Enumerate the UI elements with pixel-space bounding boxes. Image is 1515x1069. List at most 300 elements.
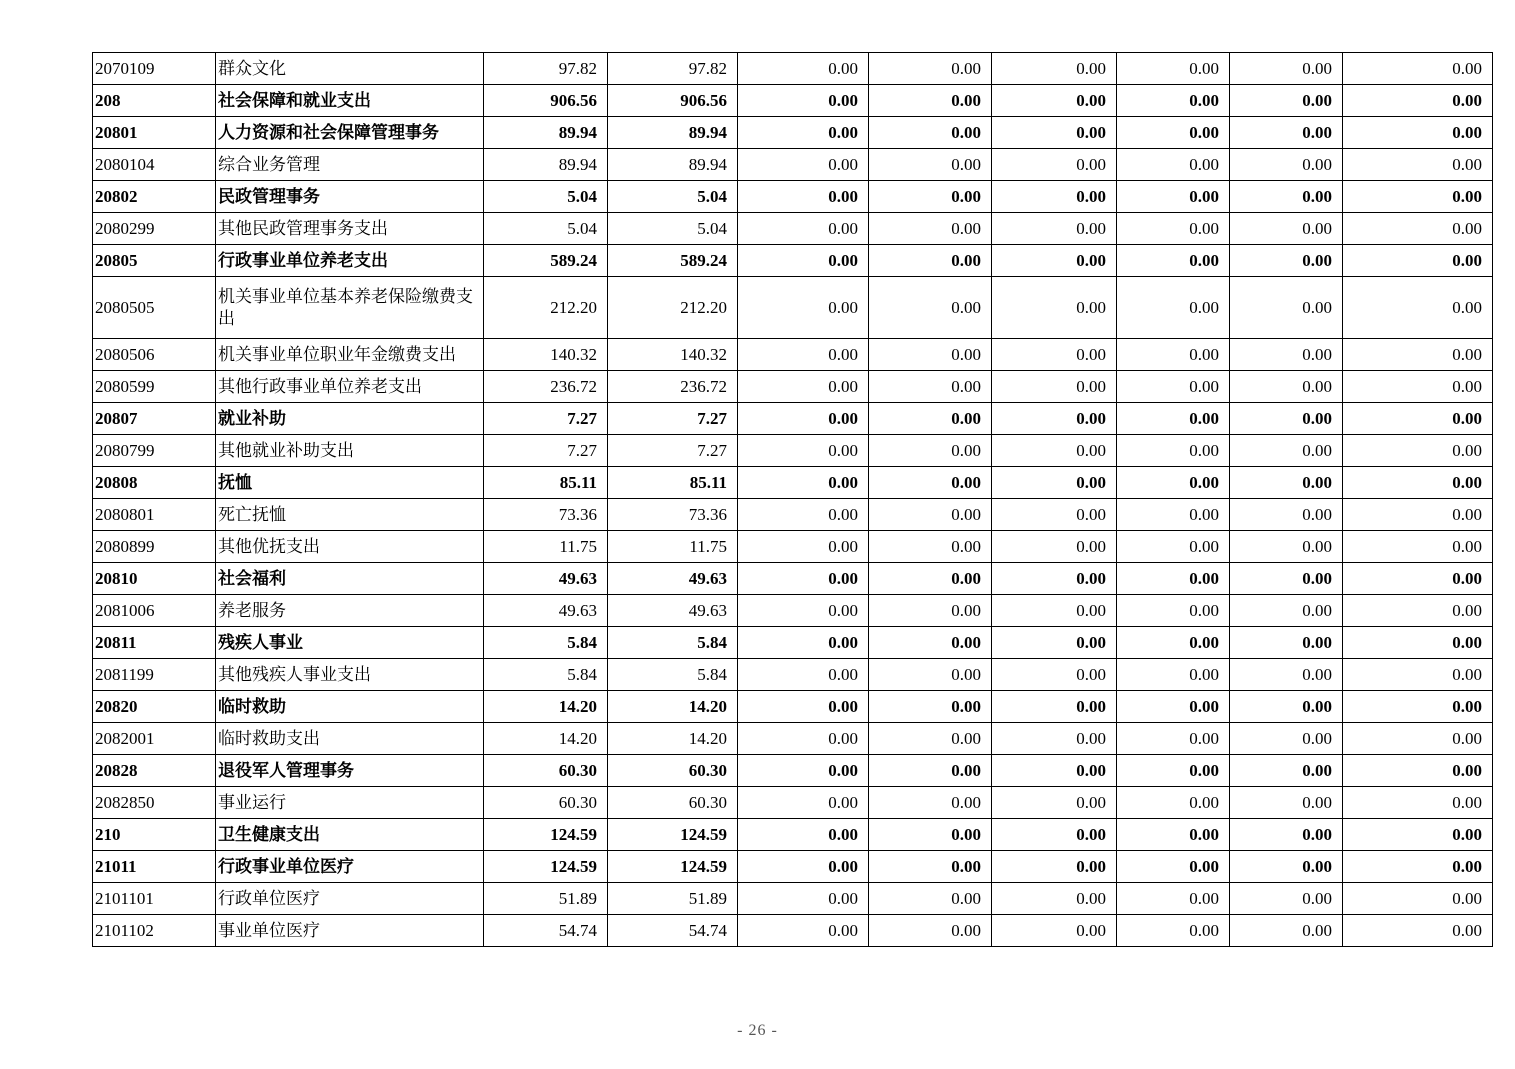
cell-value: 0.00 xyxy=(1343,819,1493,851)
cell-value: 14.20 xyxy=(484,691,608,723)
cell-value: 0.00 xyxy=(738,883,869,915)
cell-value: 0.00 xyxy=(869,53,992,85)
cell-value: 0.00 xyxy=(869,213,992,245)
cell-value: 0.00 xyxy=(1117,277,1230,339)
cell-value: 0.00 xyxy=(1230,627,1343,659)
cell-value: 0.00 xyxy=(1117,403,1230,435)
cell-code: 20811 xyxy=(93,627,216,659)
cell-value: 0.00 xyxy=(1230,435,1343,467)
cell-code: 2080299 xyxy=(93,213,216,245)
cell-value: 0.00 xyxy=(869,181,992,213)
table-row xyxy=(93,339,1493,371)
cell-code: 2081006 xyxy=(93,595,216,627)
cell-value: 124.59 xyxy=(484,819,608,851)
table-row xyxy=(93,723,1493,755)
cell-value: 0.00 xyxy=(738,339,869,371)
cell-value: 0.00 xyxy=(1117,435,1230,467)
cell-value: 60.30 xyxy=(484,755,608,787)
cell-value: 0.00 xyxy=(1343,627,1493,659)
cell-value: 60.30 xyxy=(608,755,738,787)
cell-value: 0.00 xyxy=(992,659,1117,691)
cell-code: 2080899 xyxy=(93,531,216,563)
table-row xyxy=(93,149,1493,181)
cell-item-name: 其他优抚支出 xyxy=(216,531,484,563)
cell-value: 0.00 xyxy=(1343,435,1493,467)
cell-value: 0.00 xyxy=(738,213,869,245)
table-row xyxy=(93,117,1493,149)
cell-value: 89.94 xyxy=(608,117,738,149)
cell-value: 0.00 xyxy=(992,149,1117,181)
cell-code: 2080801 xyxy=(93,499,216,531)
cell-value: 0.00 xyxy=(992,85,1117,117)
cell-value: 140.32 xyxy=(608,339,738,371)
cell-value: 0.00 xyxy=(738,627,869,659)
cell-value: 0.00 xyxy=(869,563,992,595)
cell-value: 0.00 xyxy=(992,403,1117,435)
table-row xyxy=(93,851,1493,883)
cell-value: 0.00 xyxy=(1117,787,1230,819)
cell-value: 0.00 xyxy=(1343,563,1493,595)
cell-value: 0.00 xyxy=(1230,723,1343,755)
cell-value: 0.00 xyxy=(1343,245,1493,277)
cell-value: 0.00 xyxy=(1343,277,1493,339)
cell-value: 0.00 xyxy=(1230,85,1343,117)
cell-value: 5.84 xyxy=(484,627,608,659)
cell-value: 0.00 xyxy=(1117,563,1230,595)
cell-value: 51.89 xyxy=(608,883,738,915)
expenditure-table xyxy=(92,52,1493,947)
cell-value: 0.00 xyxy=(738,85,869,117)
table-row xyxy=(93,403,1493,435)
cell-value: 0.00 xyxy=(738,245,869,277)
table-row xyxy=(93,467,1493,499)
cell-value: 0.00 xyxy=(1343,915,1493,947)
cell-value: 0.00 xyxy=(738,659,869,691)
table-row xyxy=(93,659,1493,691)
cell-value: 0.00 xyxy=(1343,371,1493,403)
cell-code: 2081199 xyxy=(93,659,216,691)
cell-value: 97.82 xyxy=(484,53,608,85)
cell-item-name: 行政单位医疗 xyxy=(216,883,484,915)
cell-value: 5.84 xyxy=(484,659,608,691)
cell-value: 0.00 xyxy=(1117,499,1230,531)
cell-value: 0.00 xyxy=(992,563,1117,595)
cell-value: 0.00 xyxy=(869,499,992,531)
cell-value: 0.00 xyxy=(1230,467,1343,499)
cell-value: 49.63 xyxy=(608,563,738,595)
cell-value: 73.36 xyxy=(484,499,608,531)
cell-value: 124.59 xyxy=(608,851,738,883)
cell-value: 0.00 xyxy=(992,53,1117,85)
cell-value: 0.00 xyxy=(1343,117,1493,149)
cell-value: 0.00 xyxy=(1343,403,1493,435)
cell-value: 0.00 xyxy=(1343,531,1493,563)
cell-value: 0.00 xyxy=(992,531,1117,563)
cell-code: 2101101 xyxy=(93,883,216,915)
cell-item-name: 社会保障和就业支出 xyxy=(216,85,484,117)
cell-value: 0.00 xyxy=(992,883,1117,915)
cell-value: 0.00 xyxy=(1343,213,1493,245)
cell-value: 0.00 xyxy=(869,277,992,339)
cell-value: 0.00 xyxy=(1343,691,1493,723)
cell-value: 89.94 xyxy=(484,149,608,181)
cell-value: 212.20 xyxy=(608,277,738,339)
cell-value: 0.00 xyxy=(869,915,992,947)
cell-value: 0.00 xyxy=(992,627,1117,659)
cell-value: 0.00 xyxy=(1117,531,1230,563)
cell-value: 124.59 xyxy=(608,819,738,851)
cell-value: 0.00 xyxy=(1230,181,1343,213)
cell-value: 0.00 xyxy=(869,659,992,691)
cell-item-name: 人力资源和社会保障管理事务 xyxy=(216,117,484,149)
cell-value: 0.00 xyxy=(738,787,869,819)
cell-value: 0.00 xyxy=(992,467,1117,499)
cell-value: 0.00 xyxy=(1343,339,1493,371)
cell-value: 0.00 xyxy=(738,149,869,181)
cell-value: 0.00 xyxy=(992,339,1117,371)
table-row xyxy=(93,883,1493,915)
cell-value: 0.00 xyxy=(992,213,1117,245)
cell-value: 236.72 xyxy=(484,371,608,403)
cell-value: 0.00 xyxy=(992,245,1117,277)
cell-code: 20808 xyxy=(93,467,216,499)
cell-value: 0.00 xyxy=(1117,53,1230,85)
cell-item-name: 综合业务管理 xyxy=(216,149,484,181)
cell-value: 0.00 xyxy=(1343,659,1493,691)
cell-value: 0.00 xyxy=(1343,467,1493,499)
table-row xyxy=(93,691,1493,723)
cell-value: 0.00 xyxy=(869,723,992,755)
cell-value: 0.00 xyxy=(738,531,869,563)
cell-value: 0.00 xyxy=(1343,851,1493,883)
cell-value: 5.04 xyxy=(608,181,738,213)
cell-value: 85.11 xyxy=(484,467,608,499)
cell-value: 0.00 xyxy=(738,723,869,755)
cell-value: 0.00 xyxy=(869,339,992,371)
cell-value: 0.00 xyxy=(869,403,992,435)
cell-code: 20820 xyxy=(93,691,216,723)
cell-value: 54.74 xyxy=(608,915,738,947)
cell-value: 0.00 xyxy=(738,467,869,499)
cell-item-name: 其他残疾人事业支出 xyxy=(216,659,484,691)
cell-code: 20801 xyxy=(93,117,216,149)
cell-value: 0.00 xyxy=(1230,117,1343,149)
cell-item-name: 养老服务 xyxy=(216,595,484,627)
cell-value: 0.00 xyxy=(738,371,869,403)
cell-value: 0.00 xyxy=(1230,595,1343,627)
cell-value: 85.11 xyxy=(608,467,738,499)
cell-value: 0.00 xyxy=(1117,181,1230,213)
cell-value: 906.56 xyxy=(608,85,738,117)
table-row xyxy=(93,819,1493,851)
cell-value: 0.00 xyxy=(1117,915,1230,947)
cell-value: 7.27 xyxy=(608,403,738,435)
cell-value: 0.00 xyxy=(1117,691,1230,723)
cell-value: 0.00 xyxy=(992,181,1117,213)
cell-value: 0.00 xyxy=(1230,213,1343,245)
table-row xyxy=(93,755,1493,787)
cell-value: 0.00 xyxy=(1343,181,1493,213)
cell-value: 0.00 xyxy=(738,691,869,723)
cell-value: 97.82 xyxy=(608,53,738,85)
cell-item-name: 民政管理事务 xyxy=(216,181,484,213)
cell-value: 0.00 xyxy=(1343,787,1493,819)
cell-code: 2080506 xyxy=(93,339,216,371)
cell-value: 89.94 xyxy=(484,117,608,149)
cell-value: 0.00 xyxy=(992,851,1117,883)
cell-code: 2080799 xyxy=(93,435,216,467)
table-row xyxy=(93,563,1493,595)
table-row xyxy=(93,85,1493,117)
cell-value: 0.00 xyxy=(738,755,869,787)
cell-value: 0.00 xyxy=(869,85,992,117)
cell-value: 0.00 xyxy=(869,371,992,403)
cell-value: 0.00 xyxy=(738,819,869,851)
cell-value: 49.63 xyxy=(484,563,608,595)
cell-value: 5.04 xyxy=(608,213,738,245)
cell-item-name: 卫生健康支出 xyxy=(216,819,484,851)
cell-value: 0.00 xyxy=(992,915,1117,947)
cell-value: 0.00 xyxy=(1117,755,1230,787)
cell-item-name: 其他就业补助支出 xyxy=(216,435,484,467)
cell-value: 0.00 xyxy=(738,403,869,435)
cell-value: 0.00 xyxy=(1117,723,1230,755)
cell-value: 49.63 xyxy=(608,595,738,627)
cell-value: 0.00 xyxy=(1117,883,1230,915)
cell-code: 2080104 xyxy=(93,149,216,181)
cell-value: 5.04 xyxy=(484,213,608,245)
cell-value: 0.00 xyxy=(1230,691,1343,723)
cell-value: 0.00 xyxy=(1343,85,1493,117)
cell-value: 51.89 xyxy=(484,883,608,915)
table-row xyxy=(93,627,1493,659)
cell-value: 0.00 xyxy=(992,277,1117,339)
cell-value: 0.00 xyxy=(992,691,1117,723)
cell-value: 73.36 xyxy=(608,499,738,531)
cell-value: 212.20 xyxy=(484,277,608,339)
cell-item-name: 就业补助 xyxy=(216,403,484,435)
table-row xyxy=(93,53,1493,85)
cell-item-name: 抚恤 xyxy=(216,467,484,499)
cell-item-name: 其他行政事业单位养老支出 xyxy=(216,371,484,403)
cell-value: 0.00 xyxy=(1230,659,1343,691)
cell-value: 0.00 xyxy=(869,149,992,181)
table-row xyxy=(93,181,1493,213)
cell-value: 589.24 xyxy=(484,245,608,277)
cell-item-name: 行政事业单位医疗 xyxy=(216,851,484,883)
cell-value: 0.00 xyxy=(992,595,1117,627)
cell-item-name: 行政事业单位养老支出 xyxy=(216,245,484,277)
cell-value: 0.00 xyxy=(1117,245,1230,277)
cell-value: 0.00 xyxy=(1230,531,1343,563)
cell-code: 2080599 xyxy=(93,371,216,403)
cell-value: 0.00 xyxy=(1230,277,1343,339)
cell-value: 0.00 xyxy=(869,851,992,883)
cell-code: 20807 xyxy=(93,403,216,435)
cell-value: 5.84 xyxy=(608,627,738,659)
cell-value: 14.20 xyxy=(608,723,738,755)
cell-value: 5.04 xyxy=(484,181,608,213)
cell-value: 0.00 xyxy=(1230,883,1343,915)
cell-value: 49.63 xyxy=(484,595,608,627)
cell-value: 0.00 xyxy=(869,819,992,851)
cell-code: 20828 xyxy=(93,755,216,787)
cell-value: 0.00 xyxy=(1230,755,1343,787)
cell-value: 0.00 xyxy=(1343,755,1493,787)
cell-code: 20805 xyxy=(93,245,216,277)
cell-value: 0.00 xyxy=(869,595,992,627)
cell-code: 208 xyxy=(93,85,216,117)
cell-value: 0.00 xyxy=(738,595,869,627)
cell-value: 0.00 xyxy=(992,723,1117,755)
table-row xyxy=(93,531,1493,563)
cell-value: 0.00 xyxy=(1230,371,1343,403)
cell-value: 89.94 xyxy=(608,149,738,181)
cell-value: 0.00 xyxy=(1117,85,1230,117)
table-row xyxy=(93,787,1493,819)
cell-value: 0.00 xyxy=(992,499,1117,531)
cell-value: 7.27 xyxy=(484,403,608,435)
cell-value: 0.00 xyxy=(738,851,869,883)
cell-value: 0.00 xyxy=(1230,339,1343,371)
cell-value: 0.00 xyxy=(1117,371,1230,403)
cell-value: 0.00 xyxy=(1230,53,1343,85)
cell-value: 0.00 xyxy=(1117,149,1230,181)
cell-code: 2070109 xyxy=(93,53,216,85)
page-number: - 26 - xyxy=(737,1022,778,1039)
cell-value: 0.00 xyxy=(1117,595,1230,627)
cell-value: 0.00 xyxy=(738,915,869,947)
cell-value: 0.00 xyxy=(1117,339,1230,371)
cell-value: 0.00 xyxy=(1230,245,1343,277)
cell-value: 0.00 xyxy=(1117,467,1230,499)
cell-value: 14.20 xyxy=(608,691,738,723)
cell-value: 0.00 xyxy=(738,181,869,213)
cell-value: 60.30 xyxy=(608,787,738,819)
table-row xyxy=(93,277,1493,339)
cell-value: 0.00 xyxy=(1230,819,1343,851)
cell-value: 0.00 xyxy=(1230,851,1343,883)
cell-value: 0.00 xyxy=(738,277,869,339)
cell-item-name: 群众文化 xyxy=(216,53,484,85)
cell-value: 0.00 xyxy=(738,499,869,531)
cell-value: 140.32 xyxy=(484,339,608,371)
cell-item-name: 残疾人事业 xyxy=(216,627,484,659)
cell-value: 0.00 xyxy=(738,563,869,595)
table-row xyxy=(93,915,1493,947)
cell-value: 0.00 xyxy=(1230,787,1343,819)
cell-code: 2080505 xyxy=(93,277,216,339)
cell-value: 0.00 xyxy=(869,117,992,149)
table-row xyxy=(93,595,1493,627)
cell-item-name: 其他民政管理事务支出 xyxy=(216,213,484,245)
cell-value: 0.00 xyxy=(1117,659,1230,691)
cell-value: 0.00 xyxy=(1343,723,1493,755)
cell-value: 0.00 xyxy=(992,819,1117,851)
cell-value: 0.00 xyxy=(738,117,869,149)
cell-value: 0.00 xyxy=(869,467,992,499)
cell-value: 0.00 xyxy=(1230,403,1343,435)
cell-item-name: 死亡抚恤 xyxy=(216,499,484,531)
cell-value: 0.00 xyxy=(1117,117,1230,149)
table-row xyxy=(93,435,1493,467)
cell-value: 0.00 xyxy=(1230,499,1343,531)
table-row xyxy=(93,371,1493,403)
cell-value: 0.00 xyxy=(992,787,1117,819)
cell-value: 0.00 xyxy=(869,435,992,467)
cell-value: 0.00 xyxy=(738,53,869,85)
cell-value: 0.00 xyxy=(1117,819,1230,851)
cell-value: 0.00 xyxy=(738,435,869,467)
cell-value: 236.72 xyxy=(608,371,738,403)
cell-value: 0.00 xyxy=(1343,595,1493,627)
cell-code: 20810 xyxy=(93,563,216,595)
cell-value: 0.00 xyxy=(1343,53,1493,85)
cell-item-name: 临时救助 xyxy=(216,691,484,723)
cell-value: 11.75 xyxy=(608,531,738,563)
cell-code: 2101102 xyxy=(93,915,216,947)
cell-value: 0.00 xyxy=(992,435,1117,467)
cell-item-name: 机关事业单位基本养老保险缴费支出 xyxy=(216,277,484,339)
table-body xyxy=(93,53,1493,947)
cell-value: 0.00 xyxy=(869,755,992,787)
cell-value: 0.00 xyxy=(1230,149,1343,181)
cell-code: 21011 xyxy=(93,851,216,883)
cell-value: 5.84 xyxy=(608,659,738,691)
cell-item-name: 临时救助支出 xyxy=(216,723,484,755)
cell-value: 14.20 xyxy=(484,723,608,755)
cell-value: 0.00 xyxy=(1117,213,1230,245)
cell-value: 0.00 xyxy=(1343,883,1493,915)
cell-value: 11.75 xyxy=(484,531,608,563)
cell-value: 0.00 xyxy=(869,531,992,563)
cell-value: 0.00 xyxy=(1117,851,1230,883)
cell-value: 124.59 xyxy=(484,851,608,883)
cell-value: 7.27 xyxy=(608,435,738,467)
cell-value: 0.00 xyxy=(869,787,992,819)
cell-value: 906.56 xyxy=(484,85,608,117)
cell-code: 20802 xyxy=(93,181,216,213)
cell-code: 2082850 xyxy=(93,787,216,819)
cell-value: 0.00 xyxy=(1117,627,1230,659)
cell-value: 0.00 xyxy=(1230,563,1343,595)
cell-value: 54.74 xyxy=(484,915,608,947)
cell-value: 7.27 xyxy=(484,435,608,467)
cell-value: 0.00 xyxy=(869,627,992,659)
cell-item-name: 机关事业单位职业年金缴费支出 xyxy=(216,339,484,371)
cell-value: 60.30 xyxy=(484,787,608,819)
cell-value: 0.00 xyxy=(869,245,992,277)
cell-item-name: 社会福利 xyxy=(216,563,484,595)
cell-code: 210 xyxy=(93,819,216,851)
cell-value: 0.00 xyxy=(1230,915,1343,947)
cell-value: 0.00 xyxy=(992,371,1117,403)
cell-item-name: 退役军人管理事务 xyxy=(216,755,484,787)
cell-value: 589.24 xyxy=(608,245,738,277)
table-row xyxy=(93,245,1493,277)
cell-value: 0.00 xyxy=(992,755,1117,787)
cell-value: 0.00 xyxy=(1343,499,1493,531)
cell-value: 0.00 xyxy=(1343,149,1493,181)
cell-code: 2082001 xyxy=(93,723,216,755)
cell-value: 0.00 xyxy=(869,691,992,723)
table-row xyxy=(93,499,1493,531)
cell-item-name: 事业运行 xyxy=(216,787,484,819)
cell-item-name: 事业单位医疗 xyxy=(216,915,484,947)
cell-value: 0.00 xyxy=(992,117,1117,149)
cell-value: 0.00 xyxy=(869,883,992,915)
table-row xyxy=(93,213,1493,245)
